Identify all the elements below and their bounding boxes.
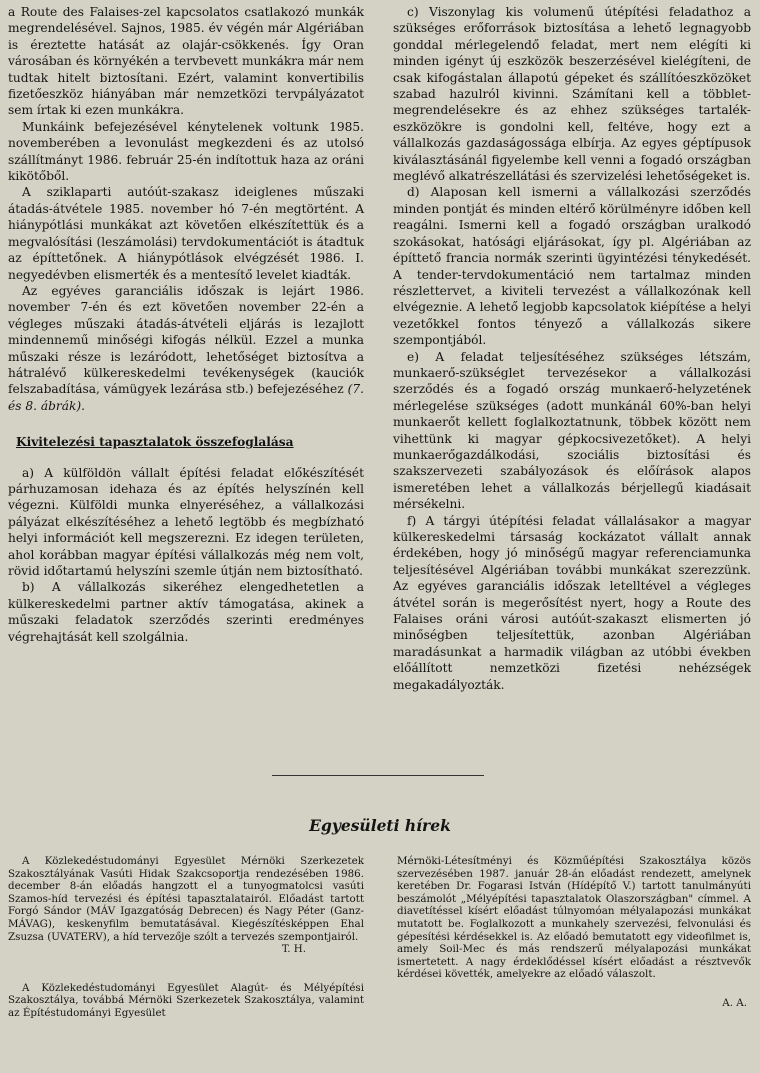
paragraph: a) A külföldön vállalt építési feladat előkészítését párhuzamosan idehaza és az építés helyszínén kell végezni. Külföldi munka elnyeréséhez, a vállalkozási pályázat elkészítéséhez a lehető legtöbb és megbízható helyi információt kell megszerezni. Ez idegen területen, ahol korábban magyar építési vállalkozás még nem volt, rövid időtartamú helyszíni szemle útján nem biztosítható.	[8, 465, 364, 578]
author-signature: A. A.	[722, 996, 747, 1009]
news-right-column	[397, 855, 751, 1010]
news-paragraph: A Közlekedéstudományi Egyesület Mérnöki Szerkezetek Szakosztályának Vasúti Hidak Szakcsoportja rendezésében 1986. december 8-án előadás hangzott el a tunyogmatolcsi vasúti Szamos-híd tervezési és építési tapasztalatairól. Előadást tartott Forgó Sándor (MÁV Igazgatóság Debrecen) és Nagy Péter (Ganz-MÁVAG), keskenyfilm bemutatásával. Kiegészítésképpen Ehal Zsuzsa (UVATERV), a híd tervezője szólt a tervezés szempontjairól.	[8, 855, 364, 943]
paragraph: Munkáink befejezésével kénytelenek voltunk 1985. novemberében a levonulást megkezdeni és az utolsó szállítmányt 1986. február 25-én indítottuk haza az oráni kikötőből.	[8, 119, 364, 184]
paragraph: f) A tárgyi útépítési feladat vállalásakor a magyar külkereskedelmi társaság kockázatot vállalt annak érdekében, hogy jó minőségű magyar referenciamunka teljesítésével Algériában további munkákat szerezzünk. Az egyéves garanciális időszak letelltével a végleges átvétel során is megerősítést nyert, hogy a Route des Falaises oráni városi autóút-szakaszt elismerten jó minőségben teljesítettük, azonban Algériában maradásunkat a harmadik világban az utóbbi években előállított nemzetközi fizetési nehézségek megakadályozták.	[393, 513, 751, 692]
author-signature: T. H.	[281, 943, 306, 956]
paragraph: e) A feladat teljesítéséhez szükséges létszám, munkaerő-szükséglet tervezésekor a vállalkozási szerződés és a fogadó ország munkaerő-helyzetének mérlegelése szükséges (adott munkánál 60%-ban helyi munkaerőt kellett foglalkoztatnunk, többek között nem vihettünk ki magyar gépkocsivezetőket). A helyi munkaerőgazdálkodási, szociális biztosítási és szakszervezeti szabályozások és előírások alapos ismeretében lehet a vállalkozás bérjellegű kiadásait mérsékelni.	[393, 349, 751, 512]
paragraph	[8, 283, 364, 414]
right-text-column	[393, 4, 751, 693]
section-heading: Kivitelezési tapasztalatok összefoglalása	[16, 435, 294, 450]
paragraph: d) Alaposan kell ismerni a vállalkozási szerződés minden pontját és minden eltérő körülményre időben kell reagálni. Ismerni kell a fogadó országban uralkodó szokásokat, hatósági eljárásokat, így pl. Algériában az építtető francia normák szerinti ügyintézési ténykedését. A tender-tervdokumentáció nem tartalmaz minden részlettervet, a kiviteli tervezést a vállalkozónak kell elvégeznie. A lehető legjobb kapcsolatok kiépítése a helyi vezetőkkel fontos tényező a vállalkozás sikere szempontjából.	[393, 185, 751, 348]
paragraph-text: Az egyéves garanciális időszak is lejárt 1986. november 7-én és ezt követően november 22-én a végleges műszaki átadás-átvételi eljárás is lezajlott mindennemű minőségi kifogás nélkül. Ezzel a munka műszaki része is lezáródott, lehetőséget biztosítva a hátralévő külkereskedelmi tevékenységek (kauciók felszabadítása, vámügyek lezárása stb.) befejezéséhez	[8, 283, 364, 397]
paragraph: a Route des Falaises-zel kapcsolatos csatlakozó munkák megrendelésével. Sajnos, 1985. év végén már Algériában is éreztette hatását az olajár-csökkenés. Így Oran városában és környékén a tervbevett munkákra már nem tudtak hitelt biztosítani. Ezért, valamint konvertibilis fizetőeszköz hiányában már nemzetközi tervpályázatot sem írtak ki ezen munkákra.	[8, 5, 364, 118]
section-divider	[272, 775, 484, 776]
paragraph: A sziklaparti autóút-szakasz ideiglenes műszaki átadás-átvétele 1985. november hó 7-én megtörtént. A hiánypótlási munkákat azt követően elkészítettük és a megvalósítási (leszámolási) tervdokumentációt is átadtuk az építtetőnek. A hiánypótlások elvégzését 1986. I. negyedévben elismerték és a mentesítő levelet kiadták.	[8, 185, 364, 282]
news-left-column	[8, 855, 364, 1020]
news-section-title: Egyesületi hírek	[309, 816, 451, 835]
paragraph: b) A vállalkozás sikeréhez elengedhetetlen a külkereskedelmi partner aktív támogatása, akinek a műszaki feladatok szerződés szerinti eredményes végrehajtását kell szolgálnia.	[8, 580, 364, 644]
left-text-column	[8, 4, 364, 645]
figure-reference: (7. és 8. ábrák).	[8, 382, 365, 413]
paragraph: c) Viszonylag kis volumenű útépítési feladathoz a szükséges erőforrások biztosítása a lehető legnagyobb gonddal mérlegelendő feladat, mert nem elégíti ki minden igényt új eszközök beszerzésével kielégíteni, de csak kifogástalan állapotú gépeket és szállítóeszközöket szabad hazulról kivinni. Számítani kell a többlet-megrendelésekre és az ehhez szükséges tartalék-eszközökre is gondolni kell, feltéve, hogy ezt a vállalkozás gazdaságossága elbírja. Az egyes géptípusok kiválasztásánál figyelembe kell venni a fogadó országban meglévő alkatrészellátási és szervizelési lehetőségeket is.	[393, 5, 751, 184]
news-paragraph: A Közlekedéstudományi Egyesület Alagút- és Mélyépítési Szakosztálya, továbbá Mérnöki Szerkezetek Szakosztálya, valamint az Építéstudományi Egyesület	[8, 981, 364, 1019]
news-paragraph: Mérnöki-Létesítményi és Közműépítési Szakosztálya közös szervezésében 1987. január 28-án előadást rendezett, amelynek keretében Dr. Fogarasi István (Hídépítő V.) tartott tanulmányúti beszámolót „Mélyépítési tapasztalatok Olaszországban" címmel. A diavetítéssel kísért előadást túlnyomóan mélyalapozási munkákat mutatott be. Foglalkozott a munkahely szervezési, felvonulási és gépesítési kérdésekkel is. Az előadó bemutatott egy videofilmet is, amely Soil-Mec és más rendszerű mélyalapozási munkákat ismertetett. A nagy érdeklődéssel kísért előadást a résztvevők kérdései követték, amelyekre az előadó válaszolt.	[397, 855, 751, 981]
